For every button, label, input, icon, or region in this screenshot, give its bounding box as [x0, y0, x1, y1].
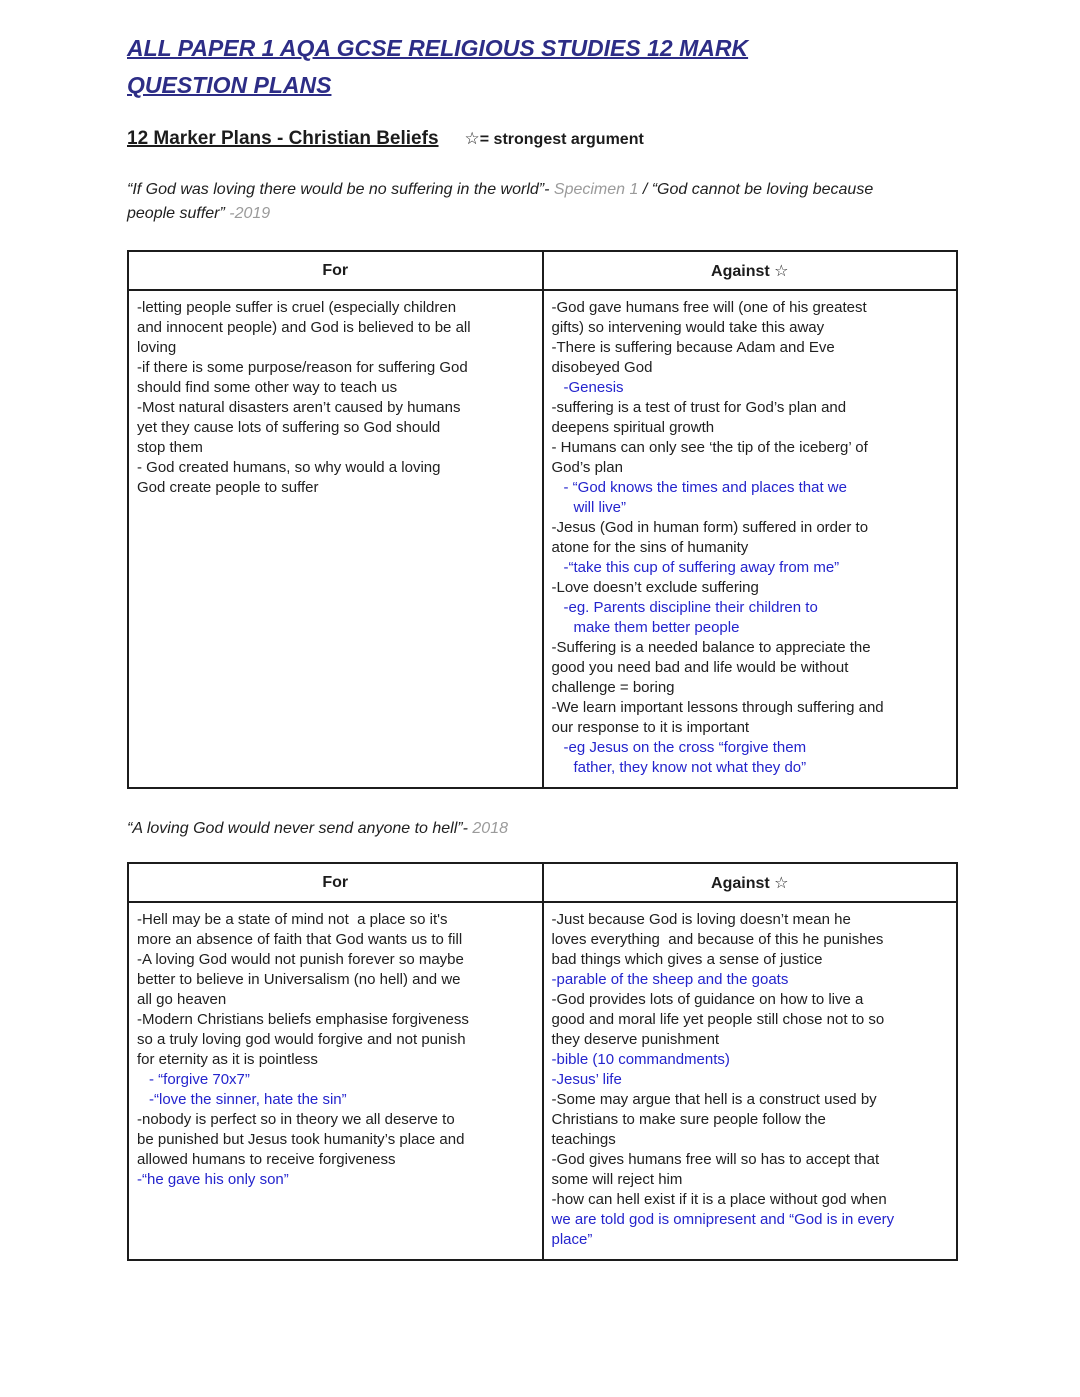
text-segment: -how can hell exist if it is a place without god when — [551, 1191, 887, 1208]
text-segment: teachings — [551, 1131, 616, 1148]
text-line — [552, 910, 949, 930]
text-line — [552, 758, 949, 778]
text-segment: -Most natural disasters aren’t caused by humans — [137, 399, 461, 416]
text-line — [552, 338, 949, 358]
star-icon: ☆ — [774, 262, 789, 280]
text-segment: allowed humans to receive forgiveness — [137, 1151, 396, 1168]
for-against-table-2 — [127, 862, 958, 1261]
text-segment: bad things which gives a sense of justice — [551, 951, 823, 968]
text-segment: -Jesus (God in human form) suffered in order to — [551, 519, 869, 536]
text-segment: God’s plan — [551, 459, 623, 476]
text-line — [552, 458, 949, 478]
text-line — [552, 1050, 949, 1070]
text-line — [552, 1090, 949, 1110]
text-line — [137, 398, 534, 418]
text-segment: stop them — [137, 439, 203, 456]
text-segment: -Hell may be a state of mind not a place so it's — [137, 911, 448, 928]
text-line — [137, 478, 534, 498]
question-quote-1 — [127, 178, 958, 226]
text-line — [552, 1010, 949, 1030]
text-segment: make them better people — [573, 619, 740, 636]
text-line — [552, 678, 949, 698]
text-line — [552, 950, 949, 970]
text-segment: -Modern Christians beliefs emphasise forgiveness — [137, 1011, 469, 1028]
for-arguments-cell — [128, 902, 543, 1260]
text-line — [552, 718, 949, 738]
text-line — [137, 930, 534, 950]
text-line — [137, 1030, 534, 1050]
for-column-header — [128, 251, 543, 290]
title-line-2: QUESTION PLANS — [127, 72, 332, 98]
text-line — [552, 518, 949, 538]
text-line — [137, 1150, 534, 1170]
text-line — [137, 970, 534, 990]
text-segment: Specimen 1 — [553, 181, 639, 198]
text-segment: atone for the sins of humanity — [551, 539, 749, 556]
text-line — [137, 378, 534, 398]
text-segment: -Jesus’ life — [551, 1071, 622, 1088]
text-line — [137, 358, 534, 378]
text-segment: “A loving God would never send anyone to hell”- — [127, 820, 473, 837]
text-line — [552, 498, 949, 518]
text-segment: disobeyed God — [551, 359, 653, 376]
text-segment: -“love the sinner, hate the sin” — [149, 1091, 347, 1108]
text-line — [137, 1130, 534, 1150]
text-line — [137, 950, 534, 970]
text-line — [552, 1030, 949, 1050]
for-against-table-1 — [127, 250, 958, 789]
text-line — [552, 1130, 949, 1150]
text-segment: / “God cannot be loving because — [638, 181, 874, 198]
text-line — [552, 318, 949, 338]
text-segment: better to believe in Universalism (no hell) and we — [137, 971, 461, 988]
text-segment: -Genesis — [563, 379, 624, 396]
text-segment: we are told god is omnipresent and “God is in every — [551, 1211, 895, 1228]
text-segment: gifts) so intervening would take this away — [551, 319, 825, 336]
text-line — [127, 178, 958, 202]
text-segment: they deserve punishment — [551, 1031, 720, 1048]
question-quote-2 — [127, 817, 958, 841]
text-line — [127, 817, 958, 841]
text-line — [552, 930, 949, 950]
text-line — [552, 598, 949, 618]
legend-text: = strongest argument — [479, 131, 644, 148]
text-line — [552, 1210, 949, 1230]
against-column-header — [543, 251, 958, 290]
text-line — [552, 1150, 949, 1170]
text-line — [137, 1090, 534, 1110]
text-segment: -“take this cup of suffering away from me” — [563, 559, 840, 576]
text-line — [137, 418, 534, 438]
text-segment: - Humans can only see ‘the tip of the iceberg’ of — [551, 439, 868, 456]
text-segment: some will reject him — [551, 1171, 683, 1188]
text-segment: should find some other way to teach us — [137, 379, 398, 396]
section-heading: 12 Marker Plans - Christian Beliefs — [127, 128, 439, 149]
text-line — [137, 318, 534, 338]
text-segment: God create people to suffer — [137, 479, 319, 496]
text-segment: -Suffering is a needed balance to appreciate the — [551, 639, 871, 656]
text-segment: -There is suffering because Adam and Eve — [551, 339, 835, 356]
text-line — [552, 298, 949, 318]
against-arguments-cell — [543, 290, 958, 788]
text-segment: -Some may argue that hell is a construct used by — [551, 1091, 877, 1108]
text-line — [552, 578, 949, 598]
text-segment: for eternity as it is pointless — [137, 1051, 318, 1068]
text-segment: -parable of the sheep and the goats — [551, 971, 789, 988]
star-icon: ☆ — [464, 129, 480, 148]
text-line — [552, 1230, 949, 1250]
text-segment: -2019 — [229, 205, 271, 222]
text-line — [137, 1170, 534, 1190]
text-segment: -nobody is perfect so in theory we all deserve to — [137, 1111, 455, 1128]
text-segment: be punished but Jesus took humanity’s place and — [137, 1131, 465, 1148]
document-title — [127, 30, 958, 104]
text-segment: all go heaven — [137, 991, 227, 1008]
text-line — [552, 398, 949, 418]
text-segment: father, they know not what they do” — [573, 759, 807, 776]
text-line — [137, 1010, 534, 1030]
text-segment: - “forgive 70x7” — [149, 1071, 250, 1088]
star-icon: ☆ — [774, 874, 789, 892]
text-segment: people suffer” — [127, 205, 230, 222]
text-line — [552, 538, 949, 558]
text-segment: and innocent people) and God is believed to be all — [137, 319, 471, 336]
against-column-header — [543, 863, 958, 902]
text-segment: 2018 — [472, 820, 508, 837]
table-header-row — [128, 251, 957, 290]
text-segment: more an absence of faith that God wants us to fill — [137, 931, 463, 948]
text-line — [552, 990, 949, 1010]
text-line — [552, 970, 949, 990]
text-segment: place” — [551, 1231, 593, 1248]
against-header-label: Against — [711, 874, 770, 892]
table-header-row — [128, 863, 957, 902]
text-segment: -eg Jesus on the cross “forgive them — [563, 739, 807, 756]
text-segment: -Just because God is loving doesn’t mean he — [551, 911, 851, 928]
text-line — [552, 418, 949, 438]
text-segment: -if there is some purpose/reason for suffering God — [137, 359, 468, 376]
text-segment: -We learn important lessons through suffering and — [551, 699, 884, 716]
text-line — [137, 438, 534, 458]
text-line — [552, 378, 949, 398]
text-segment: loving — [137, 339, 177, 356]
text-segment: will live” — [573, 499, 626, 516]
title-line-1: ALL PAPER 1 AQA GCSE RELIGIOUS STUDIES 12 MARK — [127, 35, 749, 61]
text-line — [552, 478, 949, 498]
text-segment: our response to it is important — [551, 719, 750, 736]
table-body-row — [128, 290, 957, 788]
text-segment: good and moral life yet people still chose not to so — [551, 1011, 885, 1028]
text-segment: -“he gave his only son” — [137, 1171, 289, 1188]
text-line — [137, 1050, 534, 1070]
text-line — [137, 1110, 534, 1130]
text-segment: -God gave humans free will (one of his greatest — [551, 299, 867, 316]
text-line — [552, 1070, 949, 1090]
text-segment: -eg. Parents discipline their children to — [563, 599, 818, 616]
star-legend — [465, 129, 644, 149]
text-segment: yet they cause lots of suffering so God should — [137, 419, 441, 436]
text-segment: -A loving God would not punish forever so maybe — [137, 951, 464, 968]
text-segment: “If God was loving there would be no suffering in the world”- — [127, 181, 554, 198]
for-header-label: For — [322, 261, 349, 279]
text-line — [552, 618, 949, 638]
text-segment: -Love doesn’t exclude suffering — [551, 579, 759, 596]
text-line — [137, 338, 534, 358]
text-segment: deepens spiritual growth — [551, 419, 715, 436]
text-line — [137, 1070, 534, 1090]
text-line — [137, 298, 534, 318]
text-line — [552, 438, 949, 458]
for-arguments-cell — [128, 290, 543, 788]
text-line — [137, 458, 534, 478]
text-line — [552, 658, 949, 678]
text-line — [137, 990, 534, 1010]
text-segment: -letting people suffer is cruel (especially children — [137, 299, 457, 316]
text-segment: loves everything and because of this he punishes — [551, 931, 884, 948]
section-heading-row — [127, 128, 958, 150]
text-segment: -suffering is a test of trust for God’s plan and — [551, 399, 847, 416]
text-line — [137, 910, 534, 930]
text-segment: - “God knows the times and places that we — [563, 479, 847, 496]
text-line — [552, 1110, 949, 1130]
text-segment: -God provides lots of guidance on how to live a — [551, 991, 864, 1008]
text-line — [552, 638, 949, 658]
text-line — [552, 1170, 949, 1190]
text-segment: good you need bad and life would be without — [551, 659, 849, 676]
text-line — [552, 1190, 949, 1210]
text-line — [552, 358, 949, 378]
for-column-header — [128, 863, 543, 902]
text-line — [552, 738, 949, 758]
text-segment: -bible (10 commandments) — [551, 1051, 730, 1068]
for-header-label: For — [322, 873, 349, 891]
text-line — [552, 698, 949, 718]
text-segment: Christians to make sure people follow the — [551, 1111, 826, 1128]
table-body-row — [128, 902, 957, 1260]
against-arguments-cell — [543, 902, 958, 1260]
text-segment: -God gives humans free will so has to accept that — [551, 1151, 880, 1168]
text-line — [127, 202, 958, 226]
against-header-label: Against — [711, 262, 770, 280]
text-segment: so a truly loving god would forgive and not punish — [137, 1031, 466, 1048]
text-segment: - God created humans, so why would a loving — [137, 459, 441, 476]
text-line — [552, 558, 949, 578]
text-segment: challenge = boring — [551, 679, 675, 696]
